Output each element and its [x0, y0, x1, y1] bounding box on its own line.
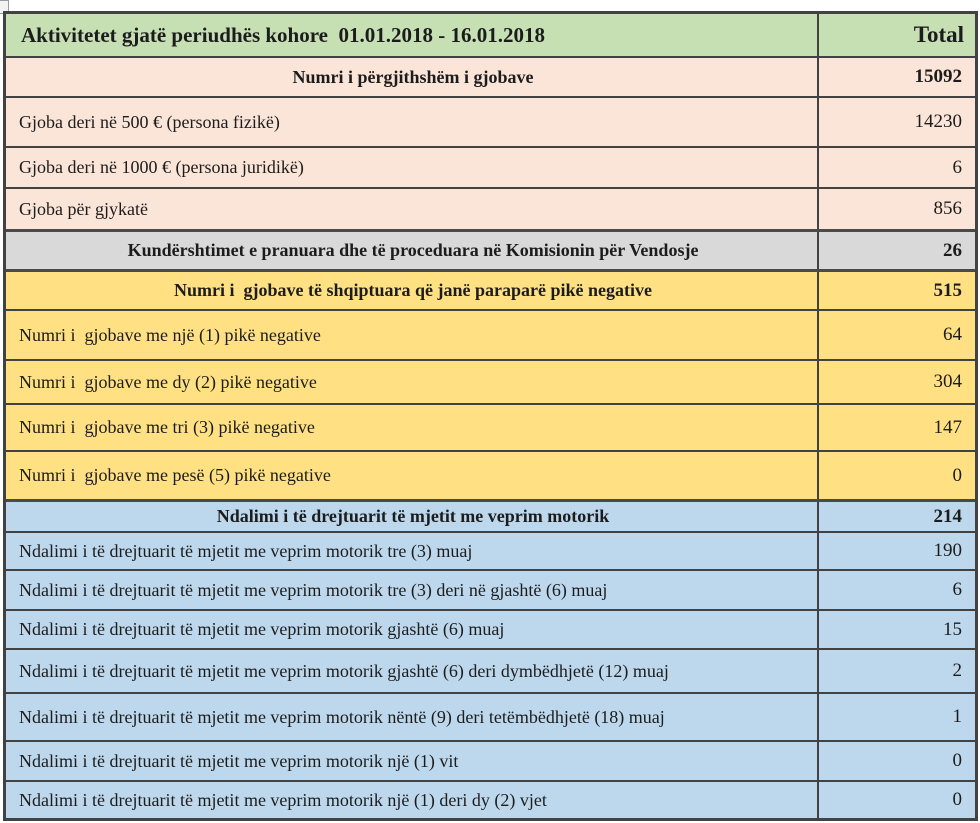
- table-row: [6, 146, 975, 187]
- table-row: [6, 229, 975, 269]
- row-label: Ndalimi i të drejtuarit të mjetit me veprim motorik: [216, 506, 610, 526]
- row-value: 6: [817, 148, 975, 187]
- row-value: 15: [817, 611, 975, 648]
- row-value: 64: [817, 311, 975, 359]
- table-header-row: [6, 14, 975, 56]
- row-label: Gjoba për gjykatë: [19, 198, 148, 219]
- table-row: [6, 740, 975, 780]
- table-row: [6, 359, 975, 403]
- table-row: [6, 403, 975, 450]
- row-label: Numri i përgjithshëm i gjobave: [292, 66, 534, 87]
- total-column-header: Total: [817, 14, 975, 56]
- table-row: [6, 309, 975, 359]
- row-value: 6: [817, 571, 975, 609]
- table-row: [6, 648, 975, 692]
- table-row: [6, 56, 975, 96]
- row-value: 14230: [817, 98, 975, 146]
- row-label: Numri i gjobave me një (1) pikë negative: [19, 324, 321, 345]
- row-value: 304: [817, 361, 975, 403]
- row-label: Ndalimi i të drejtuarit të mjetit me veprim motorik një (1) deri dy (2) vjet: [19, 789, 547, 810]
- table-row: [6, 531, 975, 569]
- table-row: [6, 187, 975, 229]
- row-value: 190: [817, 533, 975, 569]
- row-label: Ndalimi i të drejtuarit të mjetit me veprim motorik nëntë (9) deri tetëmbëdhjetë (18) muaj: [19, 706, 665, 727]
- row-value: 515: [817, 272, 975, 309]
- row-value: 214: [817, 502, 975, 531]
- row-value: 147: [817, 405, 975, 450]
- row-value: 0: [817, 452, 975, 499]
- row-label: Kundërshtimet e pranuara dhe të proceduara në Komisionin për Vendosje: [127, 240, 699, 260]
- report-title: Aktivitetet gjatë periudhës kohore 01.01.2018 - 16.01.2018: [21, 22, 545, 47]
- row-label: Ndalimi i të drejtuarit të mjetit me veprim motorik një (1) vit: [19, 750, 459, 771]
- table-row: [6, 692, 975, 740]
- table-row: [6, 499, 975, 531]
- row-label: Ndalimi i të drejtuarit të mjetit me veprim motorik gjashtë (6) muaj: [19, 619, 505, 639]
- row-label: Numri i gjobave me tri (3) pikë negative: [19, 417, 315, 437]
- row-label: Ndalimi i të drejtuarit të mjetit me veprim motorik tre (3) deri në gjashtë (6) muaj: [19, 579, 608, 600]
- row-value: 856: [817, 189, 975, 229]
- row-label: Numri i gjobave të shqiptuara që janë paraparë pikë negative: [174, 280, 652, 300]
- row-label: Numri i gjobave me dy (2) pikë negative: [19, 371, 317, 392]
- row-label: Ndalimi i të drejtuarit të mjetit me veprim motorik tre (3) muaj: [19, 540, 473, 561]
- table-row: [6, 609, 975, 648]
- row-value: 2: [817, 650, 975, 692]
- row-value: 15092: [817, 58, 975, 96]
- row-value: 26: [817, 232, 975, 269]
- row-label: Ndalimi i të drejtuarit të mjetit me veprim motorik gjashtë (6) deri dymbëdhjetë (12) muaj: [19, 660, 669, 681]
- table-row: [6, 569, 975, 609]
- row-value: 1: [817, 694, 975, 740]
- activities-report-table: [3, 11, 978, 821]
- row-label: Gjoba deri në 1000 € (persona juridikë): [19, 157, 304, 177]
- row-label: Numri i gjobave me pesë (5) pikë negative: [19, 465, 331, 485]
- table-row: [6, 96, 975, 146]
- table-row: [6, 269, 975, 309]
- row-label: Gjoba deri në 500 € (persona fizikë): [19, 111, 280, 132]
- row-value: 0: [817, 742, 975, 780]
- table-row: [6, 450, 975, 499]
- table-row: [6, 780, 975, 818]
- row-value: 0: [817, 782, 975, 818]
